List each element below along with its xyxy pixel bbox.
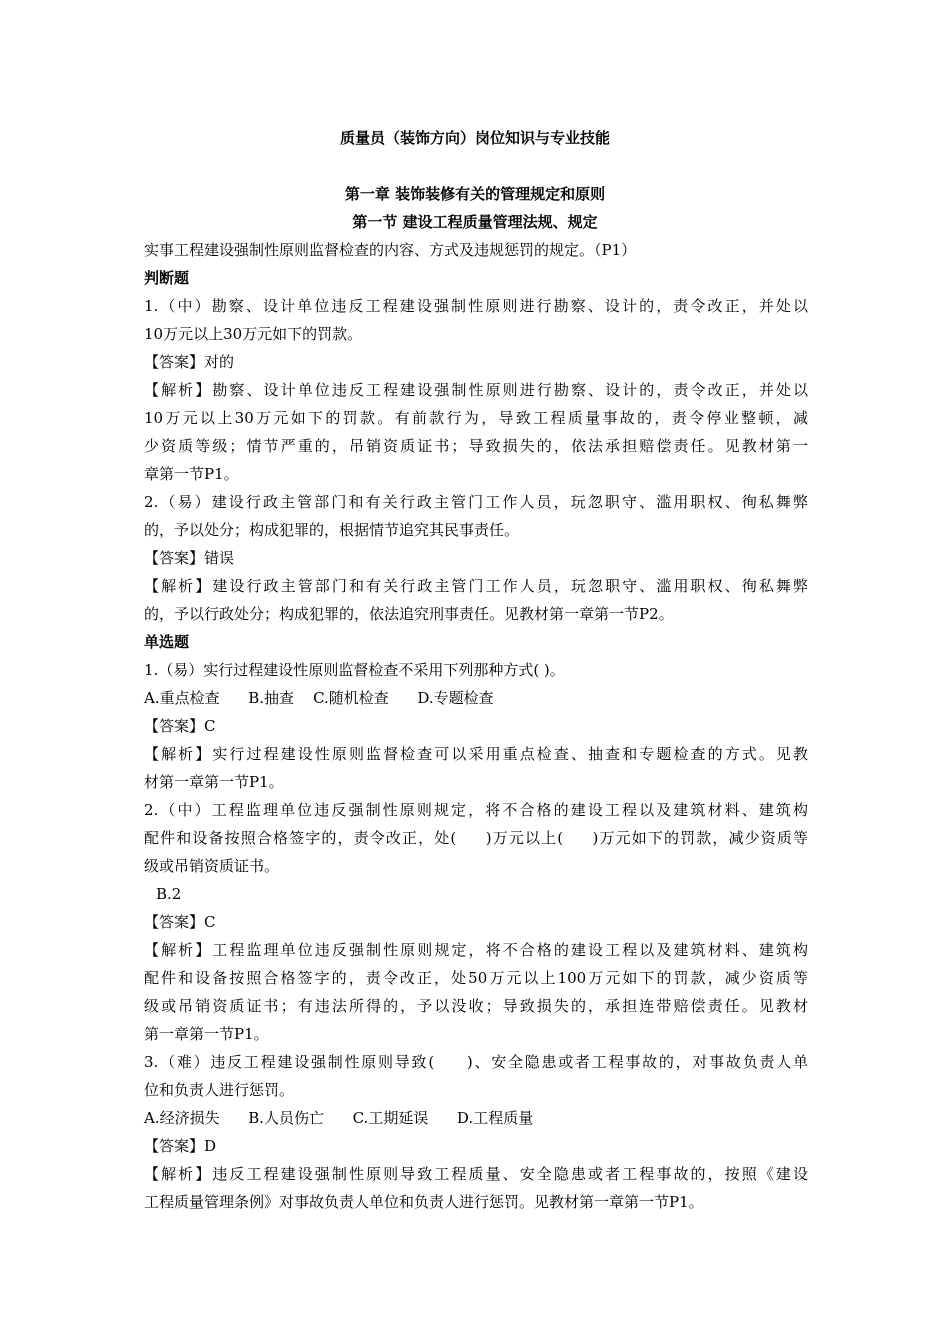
single-1-explanation-line-1: 【解析】实行过程建设性原则监督检查可以采用重点检查、抽查和专题检查的方式。见教 bbox=[144, 745, 808, 763]
judgment-1-question-line-2: 10万元以上30万元如下的罚款。 bbox=[144, 325, 363, 343]
single-3-question-line-1: 3.（难）违反工程建设强制性原则导致( )、安全隐患或者工程事故的，对事故负责人单 bbox=[144, 1053, 808, 1071]
judgment-1-explanation-line-1: 【解析】勘察、设计单位违反工程建设强制性原则进行勘察、设计的，责令改正，并处以 bbox=[144, 381, 808, 399]
judgment-1-answer: 【答案】对的 bbox=[144, 353, 235, 371]
single-1-explanation-line-2: 材第一章第一节P1。 bbox=[144, 773, 284, 791]
single-3-question-line-2: 位和负责人进行惩罚。 bbox=[144, 1081, 295, 1099]
judgment-2-question-line-2: 的，予以处分；构成犯罪的，根据情节追究其民事责任。 bbox=[144, 521, 520, 539]
single-choice-heading: 单选题 bbox=[144, 633, 190, 651]
single-2-question-line-2: 配件和设备按照合格签字的，责令改正，处( )万元以上( )万元如下的罚款，减少资质等 bbox=[144, 829, 808, 847]
judgment-1-explanation-line-4: 章第一节P1。 bbox=[144, 465, 239, 483]
single-3-answer: 【答案】D bbox=[144, 1137, 217, 1155]
single-2-explanation-line-1: 【解析】工程监理单位违反强制性原则规定，将不合格的建设工程以及建筑材料、建筑构 bbox=[144, 941, 808, 959]
judgment-2-explanation-line-2: 的，予以行政处分；构成犯罪的，依法追究刑事责任。见教材第一章第一节P2。 bbox=[144, 605, 674, 623]
single-1-options: A.重点检查 B.抽查 C.随机检查 D.专题检查 bbox=[144, 689, 494, 707]
single-2-answer: 【答案】C bbox=[144, 913, 216, 931]
single-2-explanation-line-2: 配件和设备按照合格签字的，责令改正，处50万元以上100万元如下的罚款，减少资质等 bbox=[144, 969, 808, 987]
single-3-explanation-line-2: 工程质量管理条例》对事故负责人单位和负责人进行惩罚。见教材第一章第一节P1。 bbox=[144, 1193, 704, 1211]
judgment-2-answer: 【答案】错误 bbox=[144, 549, 235, 567]
judgment-1-explanation-line-3: 少资质等级；情节严重的，吊销资质证书；导致损失的，依法承担赔偿责任。见教材第一 bbox=[144, 437, 808, 455]
judgment-heading: 判断题 bbox=[144, 269, 190, 287]
single-3-options: A.经济损失 B.人员伤亡 C.工期延误 D.工程质量 bbox=[144, 1109, 534, 1127]
chapter-title: 第一章 装饰装修有关的管理规定和原则 bbox=[344, 185, 606, 203]
single-2-question-line-3: 级或吊销资质证书。 bbox=[144, 857, 280, 875]
intro-text: 实事工程建设强制性原则监督检查的内容、方式及违规惩罚的规定。（P1） bbox=[144, 241, 637, 259]
judgment-1-explanation-line-2: 10万元以上30万元如下的罚款。有前款行为，导致工程质量事故的，责令停业整顿，减 bbox=[144, 409, 808, 427]
judgment-1-question-line-1: 1.（中）勘察、设计单位违反工程建设强制性原则进行勘察、设计的，责令改正，并处以 bbox=[144, 297, 808, 315]
single-2-question-line-1: 2.（中）工程监理单位违反强制性原则规定，将不合格的建设工程以及建筑材料、建筑构 bbox=[144, 801, 808, 819]
single-2-explanation-line-4: 第一章第一节P1。 bbox=[144, 1025, 269, 1043]
judgment-2-explanation-line-1: 【解析】建设行政主管部门和有关行政主管门工作人员，玩忽职守、滥用职权、徇私舞弊 bbox=[144, 577, 808, 595]
single-2-explanation-line-3: 级或吊销资质证书；有违法所得的，予以没收；导致损失的，承担连带赔偿责任。见教材 bbox=[144, 997, 808, 1015]
document-title: 质量员（装饰方向）岗位知识与专业技能 bbox=[339, 129, 610, 147]
single-1-question: 1.（易）实行过程建设性原则监督检查不采用下列那种方式( )。 bbox=[144, 661, 565, 679]
single-1-answer: 【答案】C bbox=[144, 717, 216, 735]
single-2-options: B.2 bbox=[156, 885, 182, 903]
section-title: 第一节 建设工程质量管理法规、规定 bbox=[352, 213, 598, 231]
judgment-2-question-line-1: 2.（易）建设行政主管部门和有关行政主管门工作人员，玩忽职守、滥用职权、徇私舞弊 bbox=[144, 493, 808, 511]
single-3-explanation-line-1: 【解析】违反工程建设强制性原则导致工程质量、安全隐患或者工程事故的，按照《建设 bbox=[144, 1165, 808, 1183]
